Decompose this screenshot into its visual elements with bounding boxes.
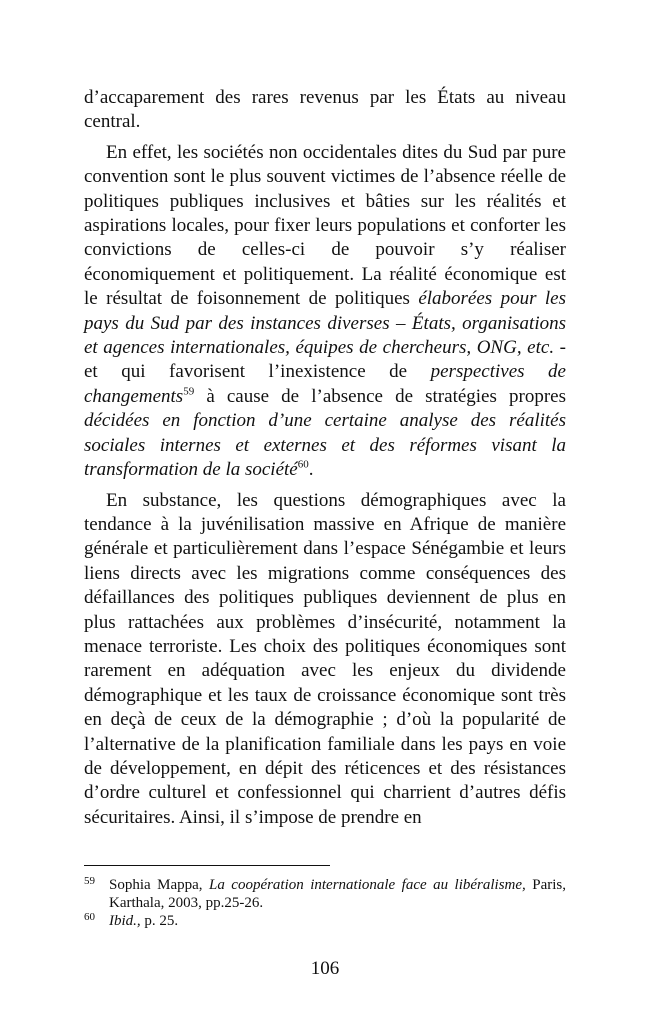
footnote-text: [109, 876, 566, 912]
footnote-number: 60: [84, 911, 95, 923]
paragraph: [84, 86, 566, 135]
footnote-separator: [84, 865, 330, 866]
footnote-reference: 59: [183, 385, 195, 398]
text-run: - et qui favorisent l’inexistence de: [84, 337, 567, 383]
footnote-reference: 60: [297, 458, 309, 471]
italic-text: Ibid.,: [109, 913, 141, 929]
text-run: Paris, Karthala, 2003, pp.25-26.: [109, 877, 566, 911]
page-number: 106: [310, 958, 340, 979]
text-run: p. 25.: [140, 913, 179, 929]
footnote-text: [109, 912, 566, 930]
text-run: En effet, les sociétés non occidentales dites du Sud par pure convention sont le plus souvent victimes de l’absence réelle de politiques publiques inclusives et bâties sur les réalités et aspirations locales, pour fixer leurs populations et conforter les convictions de celles-ci de pouvoir s’y réaliser économiquement et politiquement. La réalité économique est le résultat de foisonnement de politiques: [84, 141, 566, 310]
text-run: à cause de l’absence de stratégies propres: [194, 385, 566, 407]
paragraph: [84, 141, 566, 483]
text-run: Sophia Mappa,: [109, 877, 209, 893]
text-run: En substance, les questions démographiques avec la tendance à la juvénilisation massive en Afrique de manière générale et particulièrement dans l’espace Sénégambie et leurs liens directs avec les migrations comme conséquences des défaillances des politiques publiques deviennent de plus en plus rattachées aux problèmes d’insécurité, notamment la menace terroriste. Les choix des politiques économiques sont rarement en adéquation avec les enjeux du dividende démographique et les taux de croissance économique sont très en deçà de ceux de la démographie ; d’où la popularité de l’alternative de la planification familiale dans les pays en voie de développement, en dépit des réticences et des résistances d’ordre culturel et confessionnel qui charrient d’autres défis sécuritaires. Ainsi, il s’impose de prendre en: [84, 489, 566, 828]
italic-text: décidées en fonction d’une certaine analyse des réalités sociales internes et externes et des réformes visant la transformation de la société: [84, 410, 566, 481]
text-run: .: [308, 459, 314, 481]
italic-text: La coopération internationale face au libéralisme,: [208, 877, 526, 893]
italic-text: élaborées pour les pays du Sud par des instances diverses – États, organisations et agences internationales, équipes de chercheurs, ONG, etc.: [84, 288, 566, 359]
footnote: [84, 912, 566, 930]
italic-text: perspectives de changements: [84, 361, 566, 407]
footnotes: [84, 876, 566, 930]
text-run: d’accaparement des rares revenus par les États au niveau central.: [84, 87, 566, 133]
paragraph: [84, 489, 566, 831]
body-text: [84, 86, 566, 830]
footnote-number: 59: [84, 875, 95, 887]
footnote: [84, 876, 566, 912]
